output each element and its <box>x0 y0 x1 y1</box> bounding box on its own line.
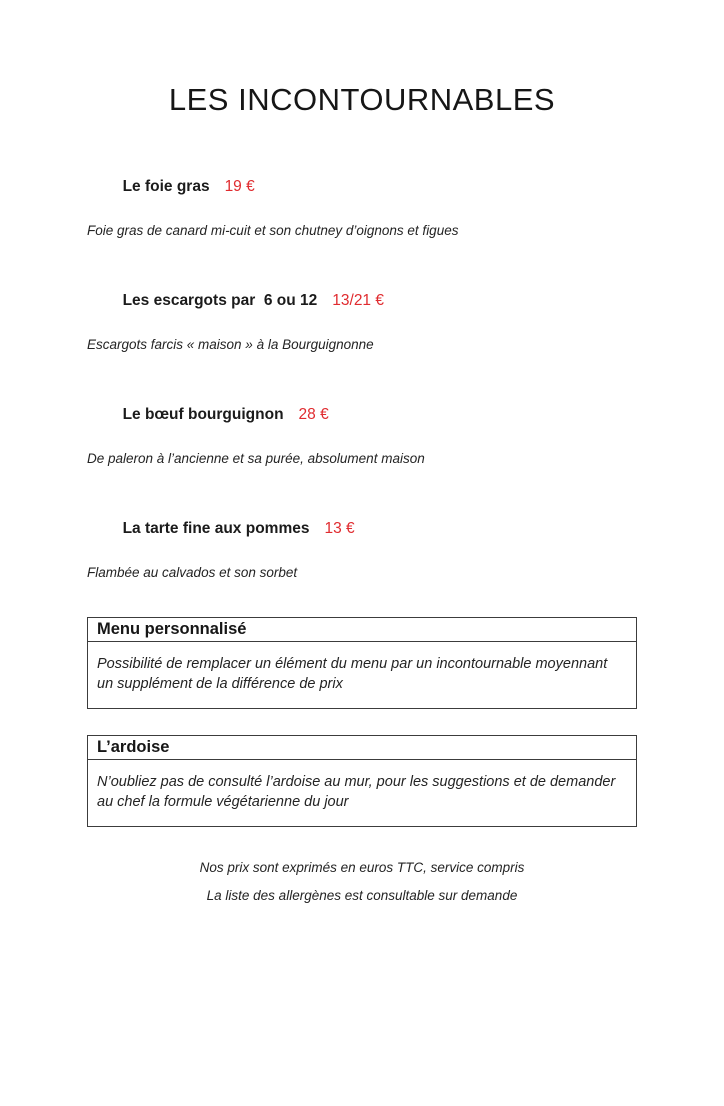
section-menu-personnalise <box>87 617 637 709</box>
footer-note-prices: Nos prix sont exprimés en euros TTC, service compris <box>199 860 525 875</box>
page-title: LES INCONTOURNABLES <box>168 82 556 117</box>
item-price: 19 € <box>224 178 255 195</box>
section-body: Possibilité de remplacer un élément du menu par un incontournable moyennant un supplément de la différence de prix <box>97 656 608 692</box>
menu-item-boeuf-bourguignon <box>87 389 637 466</box>
item-description: Flambée au calvados et son sorbet <box>87 565 298 580</box>
section-heading: Menu personnalisé <box>88 618 636 642</box>
item-description: Foie gras de canard mi-cuit et son chutney d’oignons et figues <box>87 223 459 238</box>
item-name-line <box>87 161 637 212</box>
section-heading: L’ardoise <box>88 736 636 760</box>
section-ardoise <box>87 735 637 827</box>
menu-item-list <box>87 161 637 580</box>
item-name-line <box>87 389 637 440</box>
menu-item-escargots <box>87 275 637 352</box>
item-name: Le foie gras <box>122 178 210 195</box>
section-body: N’oubliez pas de consulté l’ardoise au mur, pour les suggestions et de demander au chef la formule végétarienne du jour <box>97 774 616 810</box>
item-price: 13/21 € <box>332 292 384 309</box>
item-price: 13 € <box>324 520 355 537</box>
item-description: Escargots farcis « maison » à la Bourguignonne <box>87 337 374 352</box>
item-description: De paleron à l’ancienne et sa purée, absolument maison <box>87 451 425 466</box>
item-name-line <box>87 503 637 554</box>
item-name-line <box>87 275 637 326</box>
item-name: Les escargots par 6 ou 12 <box>122 292 318 309</box>
menu-item-foie-gras <box>87 161 637 238</box>
item-name: La tarte fine aux pommes <box>122 520 310 537</box>
footer-notes <box>87 860 637 904</box>
menu-item-tarte-fine <box>87 503 637 580</box>
menu-page <box>0 82 724 1106</box>
footer-note-allergens: La liste des allergènes est consultable sur demande <box>206 888 518 903</box>
item-name: Le bœuf bourguignon <box>122 406 284 423</box>
item-price: 28 € <box>298 406 329 423</box>
